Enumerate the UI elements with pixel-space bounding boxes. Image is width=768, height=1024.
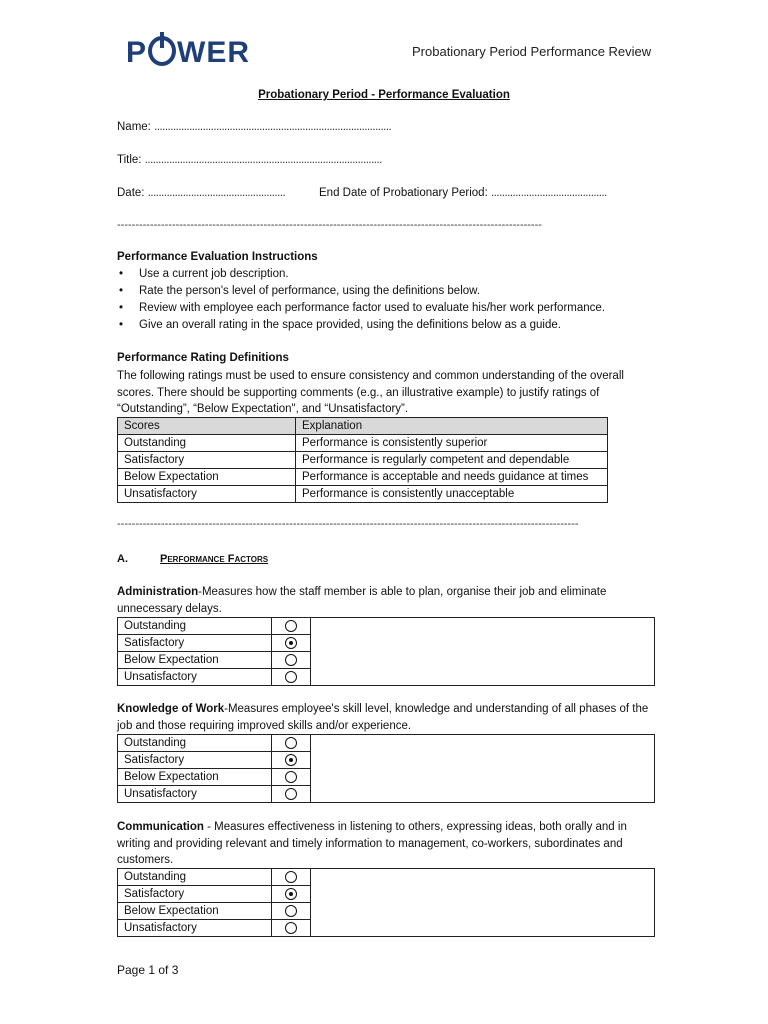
rating-label: Below Expectation: [118, 652, 272, 669]
factor-desc: - Measures effectiveness in listening to others, expressing ideas, both orally and in writing and providing relevant and timely information to management, co-workers, subordinates and customers.: [117, 821, 627, 866]
radio-satisfactory[interactable]: [285, 637, 297, 649]
rating-cell: [272, 769, 311, 786]
rating-cell: [272, 669, 311, 686]
rating-table-administration: [117, 617, 655, 686]
rating-cell: [272, 735, 311, 752]
table-row: [118, 735, 655, 752]
definitions-heading: Performance Rating Definitions: [117, 352, 289, 364]
list-item: • Review with employee each performance factor used to evaluate his/her work performance.: [117, 300, 605, 317]
title-field[interactable]: [117, 154, 382, 166]
table-cell: Unsatisfactory: [118, 486, 296, 503]
rating-cell: [272, 752, 311, 769]
table-row: [118, 435, 608, 452]
rating-label: Unsatisfactory: [118, 669, 272, 686]
table-row: [118, 486, 608, 503]
rating-cell: [272, 920, 311, 937]
radio-outstanding[interactable]: [285, 737, 297, 749]
separator-line: --------------------------------------------------------------------------------------------------------------------: [117, 219, 542, 231]
radio-below-expectation[interactable]: [285, 905, 297, 917]
header-doc-title: Probationary Period Performance Review: [412, 44, 652, 59]
section-title: Performance Factors: [160, 553, 269, 565]
page-number: Page 1 of 3: [117, 963, 179, 977]
date-field[interactable]: [117, 187, 285, 199]
end-date-dots: ...........................................: [490, 187, 607, 199]
title-dots: ........................................................................................: [144, 154, 382, 166]
rating-label: Unsatisfactory: [118, 920, 272, 937]
rating-cell: [272, 618, 311, 635]
name-dots: ........................................................................................: [154, 121, 392, 133]
comments-box[interactable]: [311, 618, 655, 686]
table-cell: Below Expectation: [118, 469, 296, 486]
radio-outstanding[interactable]: [285, 620, 297, 632]
rating-label: Outstanding: [118, 869, 272, 886]
comments-box[interactable]: [311, 869, 655, 937]
rating-cell: [272, 869, 311, 886]
rating-cell: [272, 886, 311, 903]
table-header: Scores: [118, 418, 296, 435]
definitions-table: [117, 417, 608, 503]
rating-label: Below Expectation: [118, 769, 272, 786]
rating-cell: [272, 652, 311, 669]
table-cell: Outstanding: [118, 435, 296, 452]
table-cell: Satisfactory: [118, 452, 296, 469]
rating-cell: [272, 786, 311, 803]
factor-name: Knowledge of Work: [117, 703, 225, 715]
table-row: [118, 869, 655, 886]
table-header-row: [118, 418, 608, 435]
factor-description: [117, 701, 657, 734]
name-field[interactable]: [117, 121, 391, 133]
table-cell: Performance is regularly competent and dependable: [296, 452, 608, 469]
rating-label: Satisfactory: [118, 886, 272, 903]
radio-unsatisfactory[interactable]: [285, 922, 297, 934]
radio-outstanding[interactable]: [285, 871, 297, 883]
factor-name: Communication: [117, 821, 204, 833]
end-date-field[interactable]: [319, 187, 607, 199]
date-dots: ...................................................: [147, 187, 286, 199]
page-title: Probationary Period - Performance Evaluation: [258, 89, 510, 101]
table-row: [118, 618, 655, 635]
rating-label: Satisfactory: [118, 635, 272, 652]
section-letter: A.: [117, 553, 128, 565]
radio-unsatisfactory[interactable]: [285, 671, 297, 683]
rating-cell: [272, 635, 311, 652]
name-label: Name:: [117, 121, 151, 133]
factor-description: [117, 819, 657, 869]
rating-label: Outstanding: [118, 618, 272, 635]
factor-desc: -Measures employee's skill level, knowledge and understanding of all phases of the job and those requiring improved skills and/or experience.: [117, 703, 649, 732]
table-cell: Performance is consistently unacceptable: [296, 486, 608, 503]
table-header: Explanation: [296, 418, 608, 435]
instructions-heading: Performance Evaluation Instructions: [117, 251, 318, 263]
list-item: • Use a current job description.: [117, 266, 605, 283]
list-item: • Rate the person's level of performance, using the definitions below.: [117, 283, 605, 300]
table-cell: Performance is acceptable and needs guidance at times: [296, 469, 608, 486]
rating-label: Below Expectation: [118, 903, 272, 920]
table-cell: Performance is consistently superior: [296, 435, 608, 452]
table-row: [118, 452, 608, 469]
factor-name: Administration: [117, 586, 199, 598]
rating-label: Outstanding: [118, 735, 272, 752]
list-item: • Give an overall rating in the space provided, using the definitions below as a guide.: [117, 317, 605, 334]
power-logo: P WER: [126, 36, 251, 69]
rating-table-knowledge: [117, 734, 655, 803]
factor-description: [117, 584, 657, 617]
rating-cell: [272, 903, 311, 920]
definitions-text: The following ratings must be used to ensure consistency and common understanding of the overall scores. There should be supporting comments (e.g., an illustrative example) to justify ratings of “Outstanding”, “Below Expectation", and “Unsatisfactory”.: [117, 370, 624, 415]
rating-table-communication: [117, 868, 655, 937]
comments-box[interactable]: [311, 735, 655, 803]
rating-label: Unsatisfactory: [118, 786, 272, 803]
separator-line: ------------------------------------------------------------------------------------------------------------------------------: [117, 518, 579, 530]
section-a-heading: [117, 553, 268, 565]
factor-desc: -Measures how the staff member is able to plan, organise their job and eliminate unnecessary delays.: [117, 586, 607, 615]
rating-label: Satisfactory: [118, 752, 272, 769]
power-icon: [148, 36, 176, 66]
instructions-list: [117, 266, 605, 334]
radio-below-expectation[interactable]: [285, 654, 297, 666]
date-label: Date:: [117, 187, 145, 199]
radio-satisfactory[interactable]: [285, 888, 297, 900]
table-row: [118, 469, 608, 486]
title-label: Title:: [117, 154, 142, 166]
radio-satisfactory[interactable]: [285, 754, 297, 766]
end-date-label: End Date of Probationary Period:: [319, 187, 488, 199]
radio-below-expectation[interactable]: [285, 771, 297, 783]
radio-unsatisfactory[interactable]: [285, 788, 297, 800]
